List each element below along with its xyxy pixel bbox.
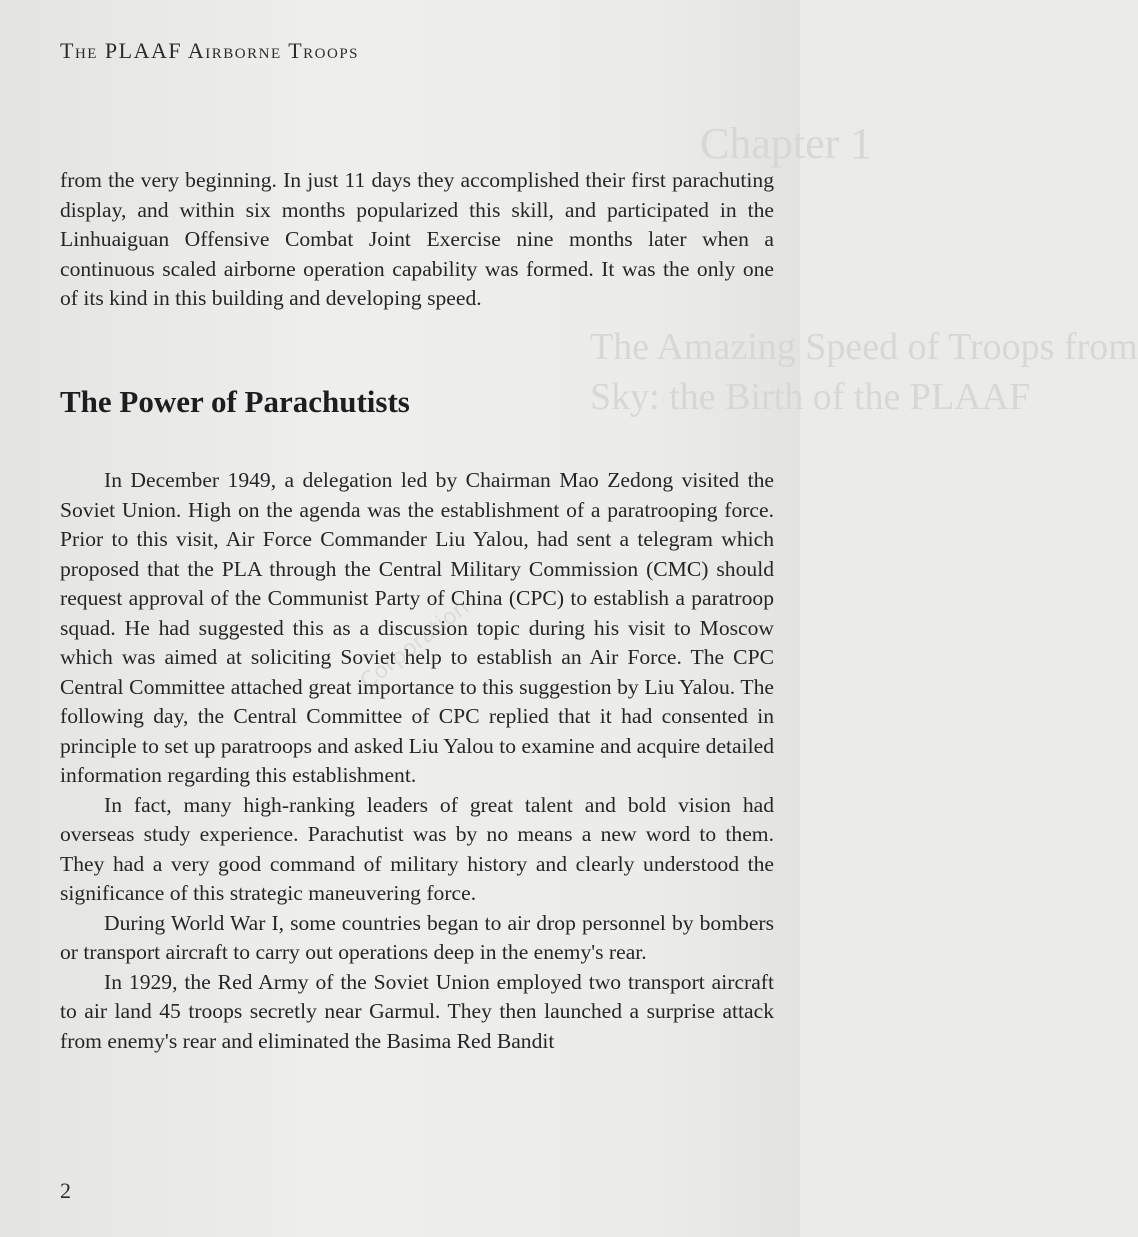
show-through-line-3: Sky: the Birth of the PLAAF (590, 376, 1031, 418)
paragraph: In fact, many high-ranking leaders of great talent and bold vision had overseas study experience. Parachutist was by no means a new word to them. They had a very good command of military history and clearly understood the significance of this strategic maneuvering force. (60, 792, 774, 905)
watermark: Corporation (355, 595, 474, 695)
paragraph: from the very beginning. In just 11 days they accomplished their first parachuting display, and within six months popularized this skill, and participated in the Linhuaiguan Offensive Combat Joint Exercise nine months later when a continuous scaled airborne operation capability was formed. It was the only one of its kind in this building and developing speed. (60, 168, 774, 310)
section-body (60, 466, 774, 1056)
paragraph: During World War I, some countries began to air drop personnel by bombers or transport aircraft to carry out operations deep in the enemy's rear. (60, 910, 774, 964)
show-through-line-2: The Amazing Speed of Troops from (590, 326, 1138, 368)
section-heading: The Power of Parachutists (60, 384, 410, 419)
continuation-text (60, 166, 774, 314)
paragraph: In December 1949, a delegation led by Chairman Mao Zedong visited the Soviet Union. High on the agenda was the establishment of a paratrooping force. Prior to this visit, Air Force Commander Liu Yalou, had sent a telegram which proposed that the PLA through the Central Military Commission (CMC) should request approval of the Communist Party of China (CPC) to establish a paratroop squad. He had suggested this as a discussion topic during his visit to Moscow which was aimed at soliciting Soviet help to establish an Air Force. The CPC Central Committee attached great importance to this suggestion by Liu Yalou. The following day, the Central Committee of CPC replied that it had consented in principle to set up paratroops and asked Liu Yalou to examine and acquire detailed information regarding this establishment. (60, 468, 774, 787)
page-number: 2 (60, 1178, 71, 1203)
show-through-line-1: Chapter 1 (700, 119, 873, 168)
running-header: The PLAAF Airborne Troops (60, 38, 360, 63)
paragraph: In 1929, the Red Army of the Soviet Union employed two transport aircraft to air land 45 troops secretly near Garmul. They then launched a surprise attack from enemy's rear and eliminated the Basima Red Bandit (60, 969, 774, 1053)
